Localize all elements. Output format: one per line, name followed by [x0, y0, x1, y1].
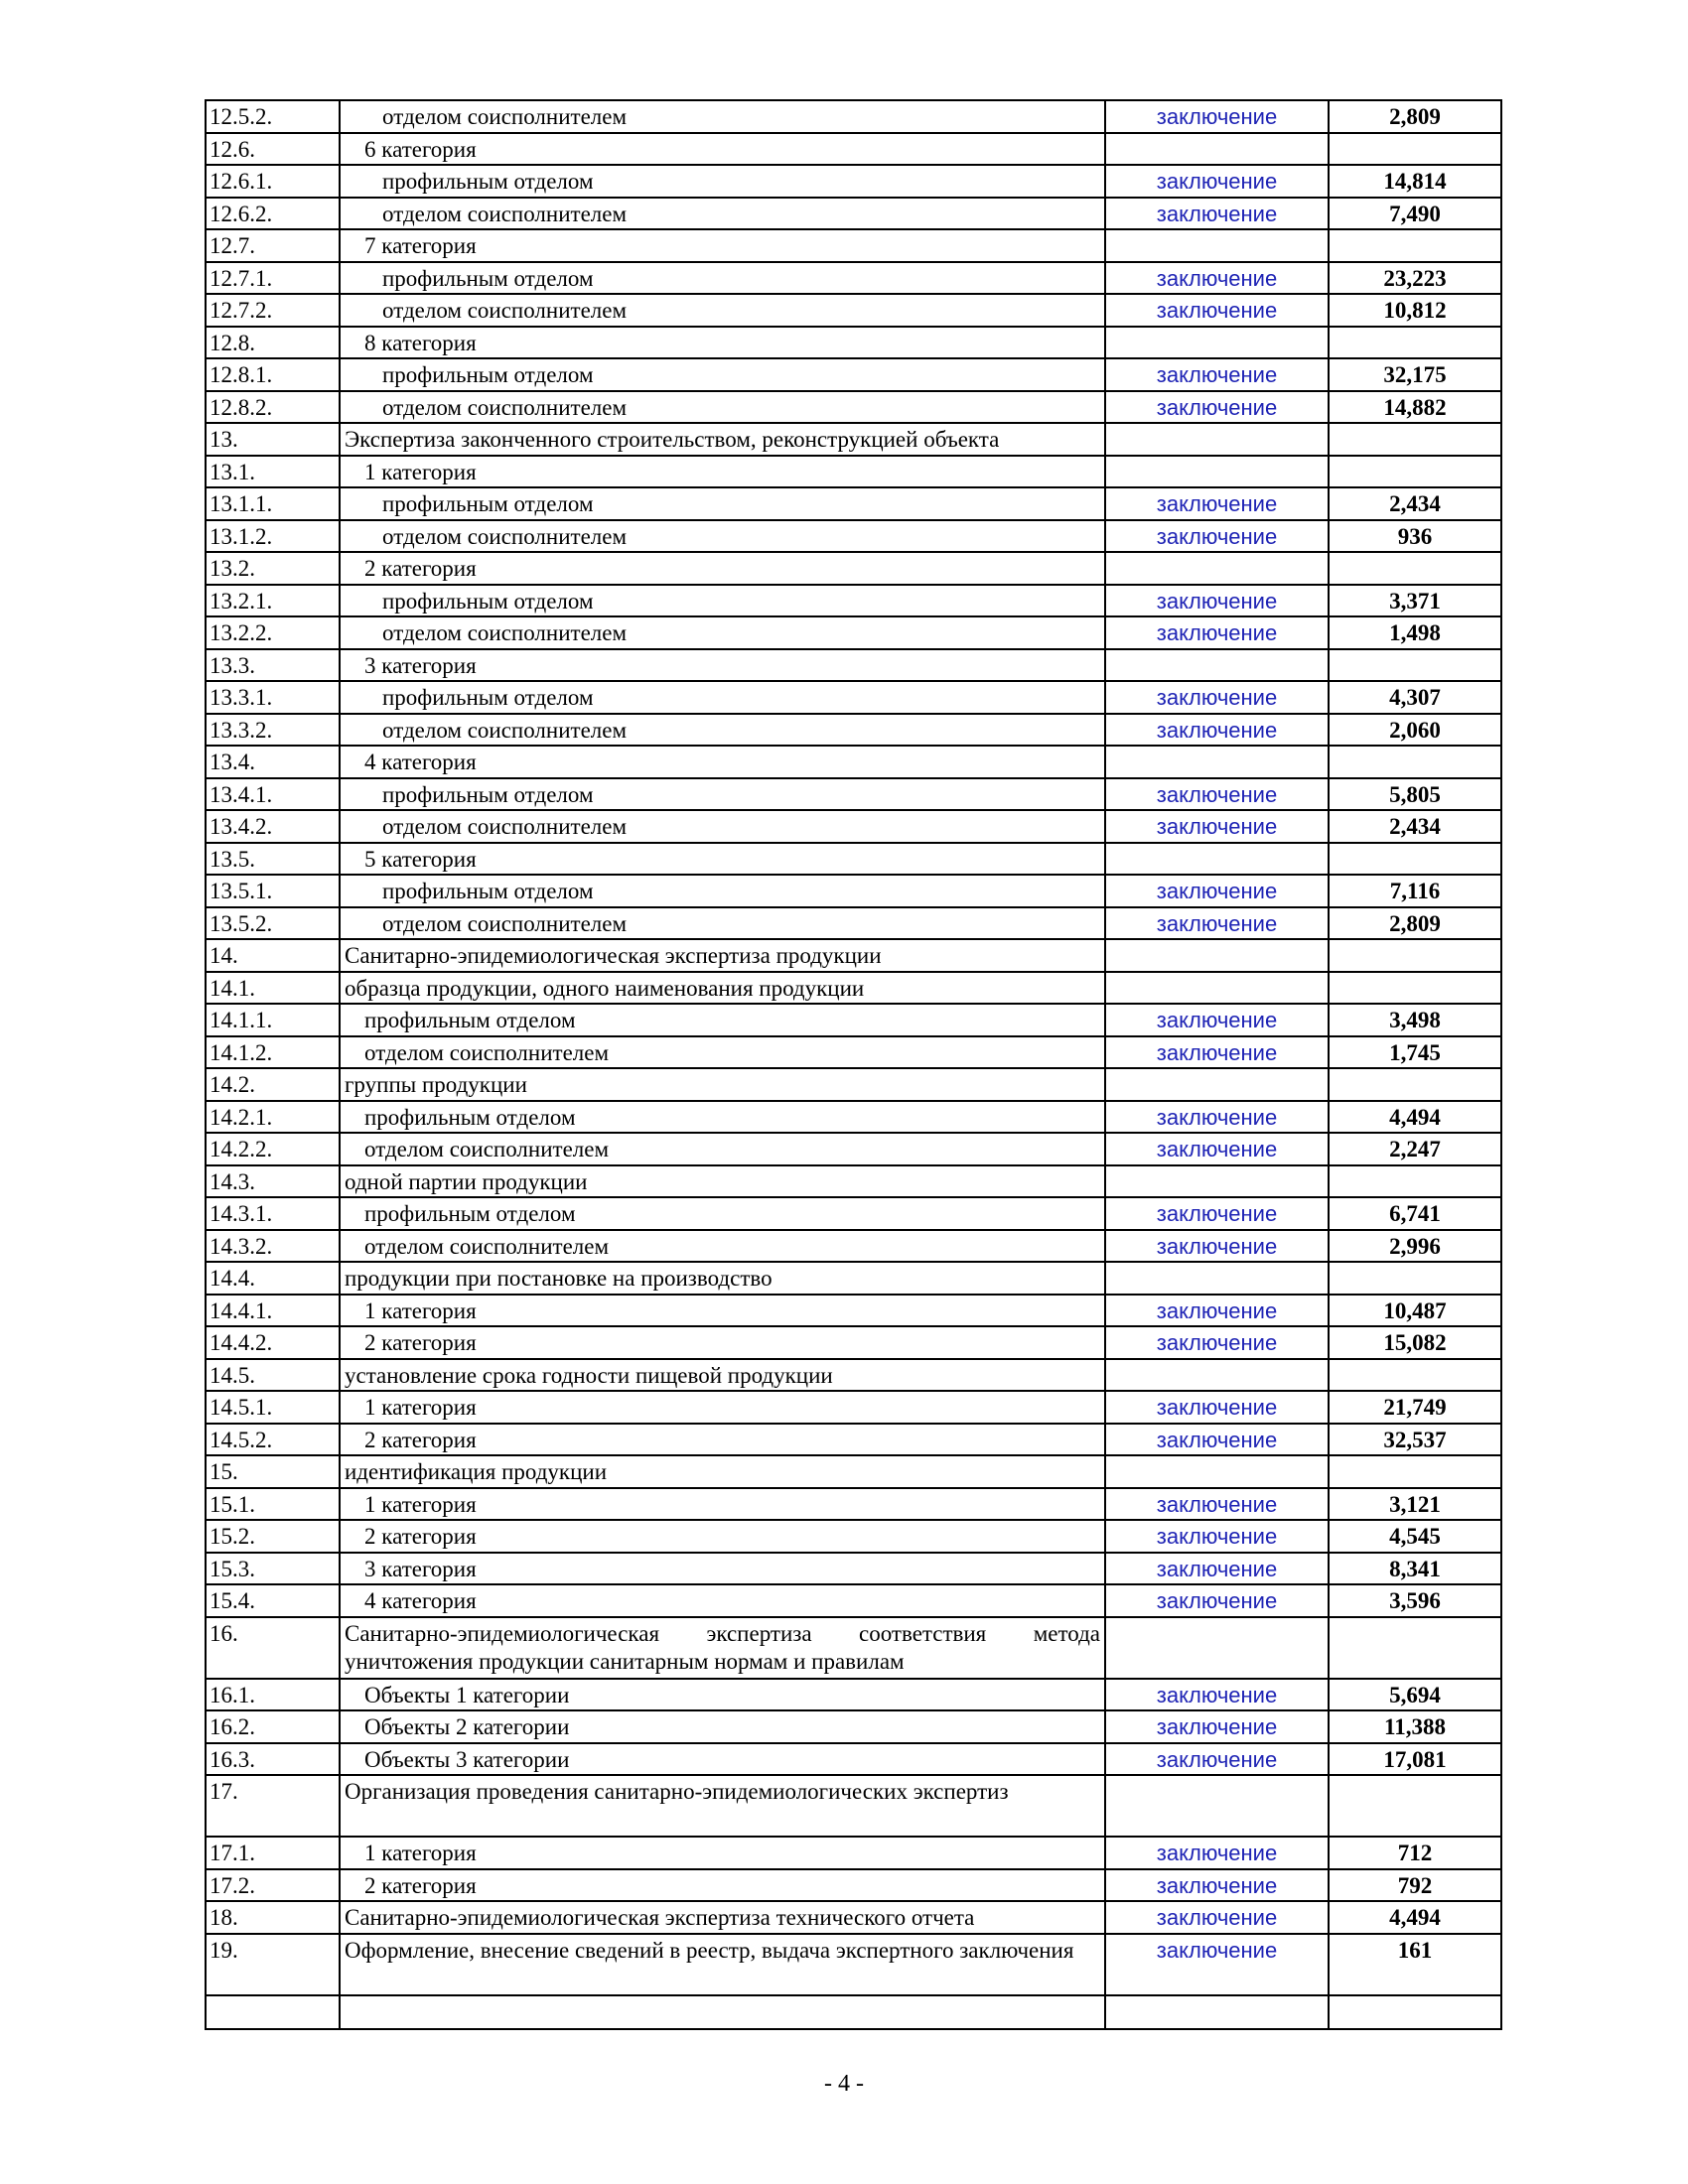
item-number: 13.4.2.: [206, 810, 340, 843]
value-cell: 4,494: [1329, 1101, 1501, 1134]
unit-cell: заключение: [1105, 1837, 1329, 1869]
unit-cell: [1105, 649, 1329, 682]
table-row: [206, 423, 1501, 456]
table-row: [206, 327, 1501, 359]
item-description: 3 категория: [340, 1553, 1105, 1585]
item-description: Оформление, внесение сведений в реестр, выдача экспертного заключения: [340, 1934, 1105, 1995]
unit-cell: заключение: [1105, 1869, 1329, 1902]
item-number: 14.1.2.: [206, 1036, 340, 1069]
item-description: 1 категория: [340, 456, 1105, 488]
value-cell: 2,809: [1329, 100, 1501, 133]
item-description: 2 категория: [340, 1424, 1105, 1456]
table-row: [206, 1101, 1501, 1134]
unit-cell: заключение: [1105, 1230, 1329, 1263]
item-description: одной партии продукции: [340, 1165, 1105, 1198]
unit-cell: заключение: [1105, 1326, 1329, 1359]
item-number: 14.4.1.: [206, 1295, 340, 1327]
unit-cell: заключение: [1105, 1295, 1329, 1327]
unit-cell: [1105, 133, 1329, 166]
table-row: [206, 649, 1501, 682]
table-row: [206, 1133, 1501, 1165]
unit-cell: заключение: [1105, 681, 1329, 714]
item-description: профильным отделом: [340, 778, 1105, 811]
table-row: [206, 100, 1501, 133]
item-description: 3 категория: [340, 649, 1105, 682]
item-number: 14.1.1.: [206, 1004, 340, 1036]
table-row: [206, 810, 1501, 843]
table-row: [206, 1359, 1501, 1392]
table-row: [206, 1710, 1501, 1743]
unit-cell: заключение: [1105, 1004, 1329, 1036]
table-row: [206, 1553, 1501, 1585]
value-cell: 10,487: [1329, 1295, 1501, 1327]
unit-cell: заключение: [1105, 1584, 1329, 1617]
item-number: 16.2.: [206, 1710, 340, 1743]
value-cell: 3,371: [1329, 585, 1501, 617]
item-description: 5 категория: [340, 843, 1105, 876]
item-number: 14.3.1.: [206, 1197, 340, 1230]
table-row: [206, 1391, 1501, 1424]
value-cell: [1329, 552, 1501, 585]
value-cell: 17,081: [1329, 1743, 1501, 1776]
unit-cell: [1105, 423, 1329, 456]
item-description: отделом соисполнителем: [340, 907, 1105, 940]
table-row: [206, 585, 1501, 617]
value-cell: 1,745: [1329, 1036, 1501, 1069]
unit-cell: заключение: [1105, 487, 1329, 520]
table-row: [206, 229, 1501, 262]
item-number: 17.2.: [206, 1869, 340, 1902]
table-row: [206, 1837, 1501, 1869]
value-cell: [1329, 423, 1501, 456]
item-number: 14.1.: [206, 972, 340, 1005]
unit-cell: заключение: [1105, 1133, 1329, 1165]
table-row: [206, 681, 1501, 714]
value-cell: [1329, 229, 1501, 262]
item-number: 14.5.1.: [206, 1391, 340, 1424]
value-cell: [1329, 649, 1501, 682]
item-description: отделом соисполнителем: [340, 810, 1105, 843]
item-description: Санитарно-эпидемиологическая экспертиза продукции: [340, 939, 1105, 972]
value-cell: 1,498: [1329, 616, 1501, 649]
unit-cell: заключение: [1105, 1743, 1329, 1776]
price-table-body: [206, 100, 1501, 2029]
unit-cell: [1105, 746, 1329, 778]
item-number: 13.3.: [206, 649, 340, 682]
unit-cell: заключение: [1105, 262, 1329, 295]
item-number: 14.3.: [206, 1165, 340, 1198]
item-number: 16.: [206, 1617, 340, 1679]
value-cell: 32,537: [1329, 1424, 1501, 1456]
item-number: 12.7.: [206, 229, 340, 262]
item-description: отделом соисполнителем: [340, 1036, 1105, 1069]
table-row: [206, 1036, 1501, 1069]
table-row: [206, 487, 1501, 520]
item-number: 12.6.: [206, 133, 340, 166]
value-cell: 7,490: [1329, 198, 1501, 230]
value-cell: 7,116: [1329, 875, 1501, 907]
value-cell: 15,082: [1329, 1326, 1501, 1359]
item-number: 12.7.1.: [206, 262, 340, 295]
table-row: [206, 133, 1501, 166]
price-table: [205, 99, 1502, 2030]
item-number: 13.1.: [206, 456, 340, 488]
item-number: 17.1.: [206, 1837, 340, 1869]
table-row: [206, 1326, 1501, 1359]
value-cell: 792: [1329, 1869, 1501, 1902]
item-number: 12.6.2.: [206, 198, 340, 230]
table-row: [206, 972, 1501, 1005]
item-description: отделом соисполнителем: [340, 1230, 1105, 1263]
value-cell: 14,814: [1329, 165, 1501, 198]
item-description: 4 категория: [340, 1584, 1105, 1617]
table-row: [206, 552, 1501, 585]
value-cell: 161: [1329, 1934, 1501, 1995]
table-row: [206, 1295, 1501, 1327]
item-description: установление срока годности пищевой продукции: [340, 1359, 1105, 1392]
table-row: [206, 1617, 1501, 1679]
item-description: отделом соисполнителем: [340, 198, 1105, 230]
value-cell: [1329, 327, 1501, 359]
unit-cell: [1105, 327, 1329, 359]
unit-cell: заключение: [1105, 1901, 1329, 1934]
item-description: профильным отделом: [340, 1197, 1105, 1230]
unit-cell: заключение: [1105, 1488, 1329, 1521]
table-row: [206, 907, 1501, 940]
value-cell: 3,596: [1329, 1584, 1501, 1617]
page-number: - 4 -: [824, 2071, 864, 2097]
table-row: [206, 520, 1501, 553]
value-cell: 2,809: [1329, 907, 1501, 940]
value-cell: [1329, 1775, 1501, 1837]
item-number: 12.8.1.: [206, 358, 340, 391]
unit-cell: заключение: [1105, 1424, 1329, 1456]
item-number: 14.4.: [206, 1262, 340, 1295]
unit-cell: [1105, 1775, 1329, 1837]
item-number: 15.: [206, 1455, 340, 1488]
table-row: [206, 1488, 1501, 1521]
unit-cell: [1105, 229, 1329, 262]
table-row: [206, 843, 1501, 876]
item-description: Санитарно-эпидемиологическая экспертиза технического отчета: [340, 1901, 1105, 1934]
item-number: 15.1.: [206, 1488, 340, 1521]
unit-cell: [1105, 1068, 1329, 1101]
table-row: [206, 456, 1501, 488]
table-row: [206, 1775, 1501, 1837]
table-row: [206, 1901, 1501, 1934]
value-cell: [1329, 1359, 1501, 1392]
value-cell: [1329, 939, 1501, 972]
table-row: [206, 198, 1501, 230]
value-cell: 3,498: [1329, 1004, 1501, 1036]
value-cell: 32,175: [1329, 358, 1501, 391]
unit-cell: заключение: [1105, 616, 1329, 649]
unit-cell: [1105, 552, 1329, 585]
item-number: 13.3.1.: [206, 681, 340, 714]
table-row: [206, 1934, 1501, 1995]
table-row: [206, 1743, 1501, 1776]
unit-cell: заключение: [1105, 165, 1329, 198]
value-cell: [1329, 1995, 1501, 2029]
value-cell: 4,494: [1329, 1901, 1501, 1934]
table-row: [206, 1165, 1501, 1198]
item-description: 6 категория: [340, 133, 1105, 166]
item-description: Экспертиза законченного строительством, реконструкцией объекта: [340, 423, 1105, 456]
item-description: [340, 1995, 1105, 2029]
item-number: 13.1.1.: [206, 487, 340, 520]
item-number: 14.5.2.: [206, 1424, 340, 1456]
item-description: продукции при постановке на производство: [340, 1262, 1105, 1295]
item-description: Санитарно-эпидемиологическая экспертиза соответствия метода уничтожения продукции санитарным нормам и правилам: [340, 1617, 1105, 1679]
unit-cell: заключение: [1105, 1520, 1329, 1553]
value-cell: 8,341: [1329, 1553, 1501, 1585]
value-cell: 14,882: [1329, 391, 1501, 424]
item-description: отделом соисполнителем: [340, 714, 1105, 747]
value-cell: 4,307: [1329, 681, 1501, 714]
table-row: [206, 1520, 1501, 1553]
item-number: [206, 1995, 340, 2029]
unit-cell: заключение: [1105, 1553, 1329, 1585]
value-cell: 3,121: [1329, 1488, 1501, 1521]
unit-cell: заключение: [1105, 1036, 1329, 1069]
value-cell: 2,434: [1329, 487, 1501, 520]
value-cell: [1329, 1068, 1501, 1101]
item-number: 15.4.: [206, 1584, 340, 1617]
value-cell: 2,996: [1329, 1230, 1501, 1263]
item-number: 13.3.2.: [206, 714, 340, 747]
item-number: 14.2.2.: [206, 1133, 340, 1165]
unit-cell: [1105, 456, 1329, 488]
value-cell: 10,812: [1329, 294, 1501, 327]
unit-cell: заключение: [1105, 100, 1329, 133]
item-number: 12.7.2.: [206, 294, 340, 327]
item-description: 4 категория: [340, 746, 1105, 778]
unit-cell: заключение: [1105, 198, 1329, 230]
item-description: отделом соисполнителем: [340, 520, 1105, 553]
item-description: Организация проведения санитарно-эпидемиологических экспертиз: [340, 1775, 1105, 1837]
table-row: [206, 1679, 1501, 1711]
value-cell: [1329, 1455, 1501, 1488]
value-cell: [1329, 133, 1501, 166]
item-number: 12.8.2.: [206, 391, 340, 424]
table-row: [206, 262, 1501, 295]
item-number: 16.1.: [206, 1679, 340, 1711]
value-cell: 4,545: [1329, 1520, 1501, 1553]
unit-cell: заключение: [1105, 294, 1329, 327]
unit-cell: [1105, 1165, 1329, 1198]
item-description: профильным отделом: [340, 487, 1105, 520]
value-cell: 5,805: [1329, 778, 1501, 811]
item-number: 13.2.: [206, 552, 340, 585]
value-cell: [1329, 1165, 1501, 1198]
table-row: [206, 358, 1501, 391]
item-number: 15.3.: [206, 1553, 340, 1585]
table-row: [206, 1455, 1501, 1488]
value-cell: 6,741: [1329, 1197, 1501, 1230]
unit-cell: заключение: [1105, 391, 1329, 424]
unit-cell: [1105, 1262, 1329, 1295]
value-cell: 2,434: [1329, 810, 1501, 843]
item-number: 14.: [206, 939, 340, 972]
item-number: 13.4.: [206, 746, 340, 778]
item-description: профильным отделом: [340, 165, 1105, 198]
item-description: 2 категория: [340, 552, 1105, 585]
item-description: профильным отделом: [340, 1101, 1105, 1134]
table-row: [206, 616, 1501, 649]
table-row: [206, 746, 1501, 778]
item-description: 1 категория: [340, 1837, 1105, 1869]
item-number: 12.6.1.: [206, 165, 340, 198]
value-cell: 21,749: [1329, 1391, 1501, 1424]
table-row: [206, 1995, 1501, 2029]
value-cell: 2,247: [1329, 1133, 1501, 1165]
table-row: [206, 1068, 1501, 1101]
table-row: [206, 1869, 1501, 1902]
value-cell: 5,694: [1329, 1679, 1501, 1711]
unit-cell: заключение: [1105, 1197, 1329, 1230]
item-description: Объекты 3 категории: [340, 1743, 1105, 1776]
table-row: [206, 875, 1501, 907]
item-description: 7 категория: [340, 229, 1105, 262]
value-cell: [1329, 1262, 1501, 1295]
unit-cell: заключение: [1105, 875, 1329, 907]
table-row: [206, 1424, 1501, 1456]
item-number: 13.2.2.: [206, 616, 340, 649]
item-number: 18.: [206, 1901, 340, 1934]
item-number: 13.4.1.: [206, 778, 340, 811]
item-number: 19.: [206, 1934, 340, 1995]
unit-cell: [1105, 1455, 1329, 1488]
value-cell: 712: [1329, 1837, 1501, 1869]
value-cell: [1329, 843, 1501, 876]
item-description: отделом соисполнителем: [340, 294, 1105, 327]
unit-cell: [1105, 939, 1329, 972]
item-number: 13.5.1.: [206, 875, 340, 907]
item-number: 14.5.: [206, 1359, 340, 1392]
item-number: 13.2.1.: [206, 585, 340, 617]
unit-cell: заключение: [1105, 520, 1329, 553]
item-description: 1 категория: [340, 1488, 1105, 1521]
item-description: отделом соисполнителем: [340, 616, 1105, 649]
item-description: отделом соисполнителем: [340, 1133, 1105, 1165]
value-cell: 11,388: [1329, 1710, 1501, 1743]
table-row: [206, 165, 1501, 198]
value-cell: [1329, 972, 1501, 1005]
table-row: [206, 1584, 1501, 1617]
table-row: [206, 939, 1501, 972]
item-description: Объекты 1 категории: [340, 1679, 1105, 1711]
item-description: отделом соисполнителем: [340, 391, 1105, 424]
item-description: 8 категория: [340, 327, 1105, 359]
item-number: 14.2.: [206, 1068, 340, 1101]
item-description: идентификация продукции: [340, 1455, 1105, 1488]
unit-cell: [1105, 1617, 1329, 1679]
unit-cell: заключение: [1105, 1101, 1329, 1134]
item-description: профильным отделом: [340, 681, 1105, 714]
value-cell: 23,223: [1329, 262, 1501, 295]
unit-cell: заключение: [1105, 810, 1329, 843]
table-row: [206, 714, 1501, 747]
table-row: [206, 1197, 1501, 1230]
item-number: 14.3.2.: [206, 1230, 340, 1263]
unit-cell: [1105, 1359, 1329, 1392]
item-description: Объекты 2 категории: [340, 1710, 1105, 1743]
unit-cell: [1105, 1995, 1329, 2029]
item-description: отделом соисполнителем: [340, 100, 1105, 133]
value-cell: [1329, 456, 1501, 488]
item-number: 14.4.2.: [206, 1326, 340, 1359]
item-number: 13.: [206, 423, 340, 456]
item-description: профильным отделом: [340, 262, 1105, 295]
table-row: [206, 294, 1501, 327]
item-description: 1 категория: [340, 1295, 1105, 1327]
table-row: [206, 778, 1501, 811]
unit-cell: заключение: [1105, 585, 1329, 617]
value-cell: 936: [1329, 520, 1501, 553]
unit-cell: заключение: [1105, 1934, 1329, 1995]
item-description: группы продукции: [340, 1068, 1105, 1101]
item-number: 13.5.: [206, 843, 340, 876]
unit-cell: заключение: [1105, 1391, 1329, 1424]
value-cell: 2,060: [1329, 714, 1501, 747]
table-row: [206, 1262, 1501, 1295]
item-number: 13.5.2.: [206, 907, 340, 940]
unit-cell: заключение: [1105, 778, 1329, 811]
item-description: образца продукции, одного наименования продукции: [340, 972, 1105, 1005]
unit-cell: заключение: [1105, 1710, 1329, 1743]
item-description: профильным отделом: [340, 875, 1105, 907]
item-description: 2 категория: [340, 1520, 1105, 1553]
unit-cell: заключение: [1105, 358, 1329, 391]
item-description: профильным отделом: [340, 358, 1105, 391]
table-row: [206, 1004, 1501, 1036]
item-description: 2 категория: [340, 1326, 1105, 1359]
table-row: [206, 1230, 1501, 1263]
item-number: 14.2.1.: [206, 1101, 340, 1134]
item-description: 1 категория: [340, 1391, 1105, 1424]
item-number: 13.1.2.: [206, 520, 340, 553]
unit-cell: [1105, 843, 1329, 876]
item-number: 12.8.: [206, 327, 340, 359]
item-number: 15.2.: [206, 1520, 340, 1553]
item-number: 12.5.2.: [206, 100, 340, 133]
item-number: 17.: [206, 1775, 340, 1837]
unit-cell: заключение: [1105, 1679, 1329, 1711]
item-description: профильным отделом: [340, 585, 1105, 617]
table-row: [206, 391, 1501, 424]
unit-cell: заключение: [1105, 907, 1329, 940]
item-description: 2 категория: [340, 1869, 1105, 1902]
unit-cell: [1105, 972, 1329, 1005]
unit-cell: заключение: [1105, 714, 1329, 747]
item-number: 16.3.: [206, 1743, 340, 1776]
value-cell: [1329, 746, 1501, 778]
value-cell: [1329, 1617, 1501, 1679]
item-description: профильным отделом: [340, 1004, 1105, 1036]
